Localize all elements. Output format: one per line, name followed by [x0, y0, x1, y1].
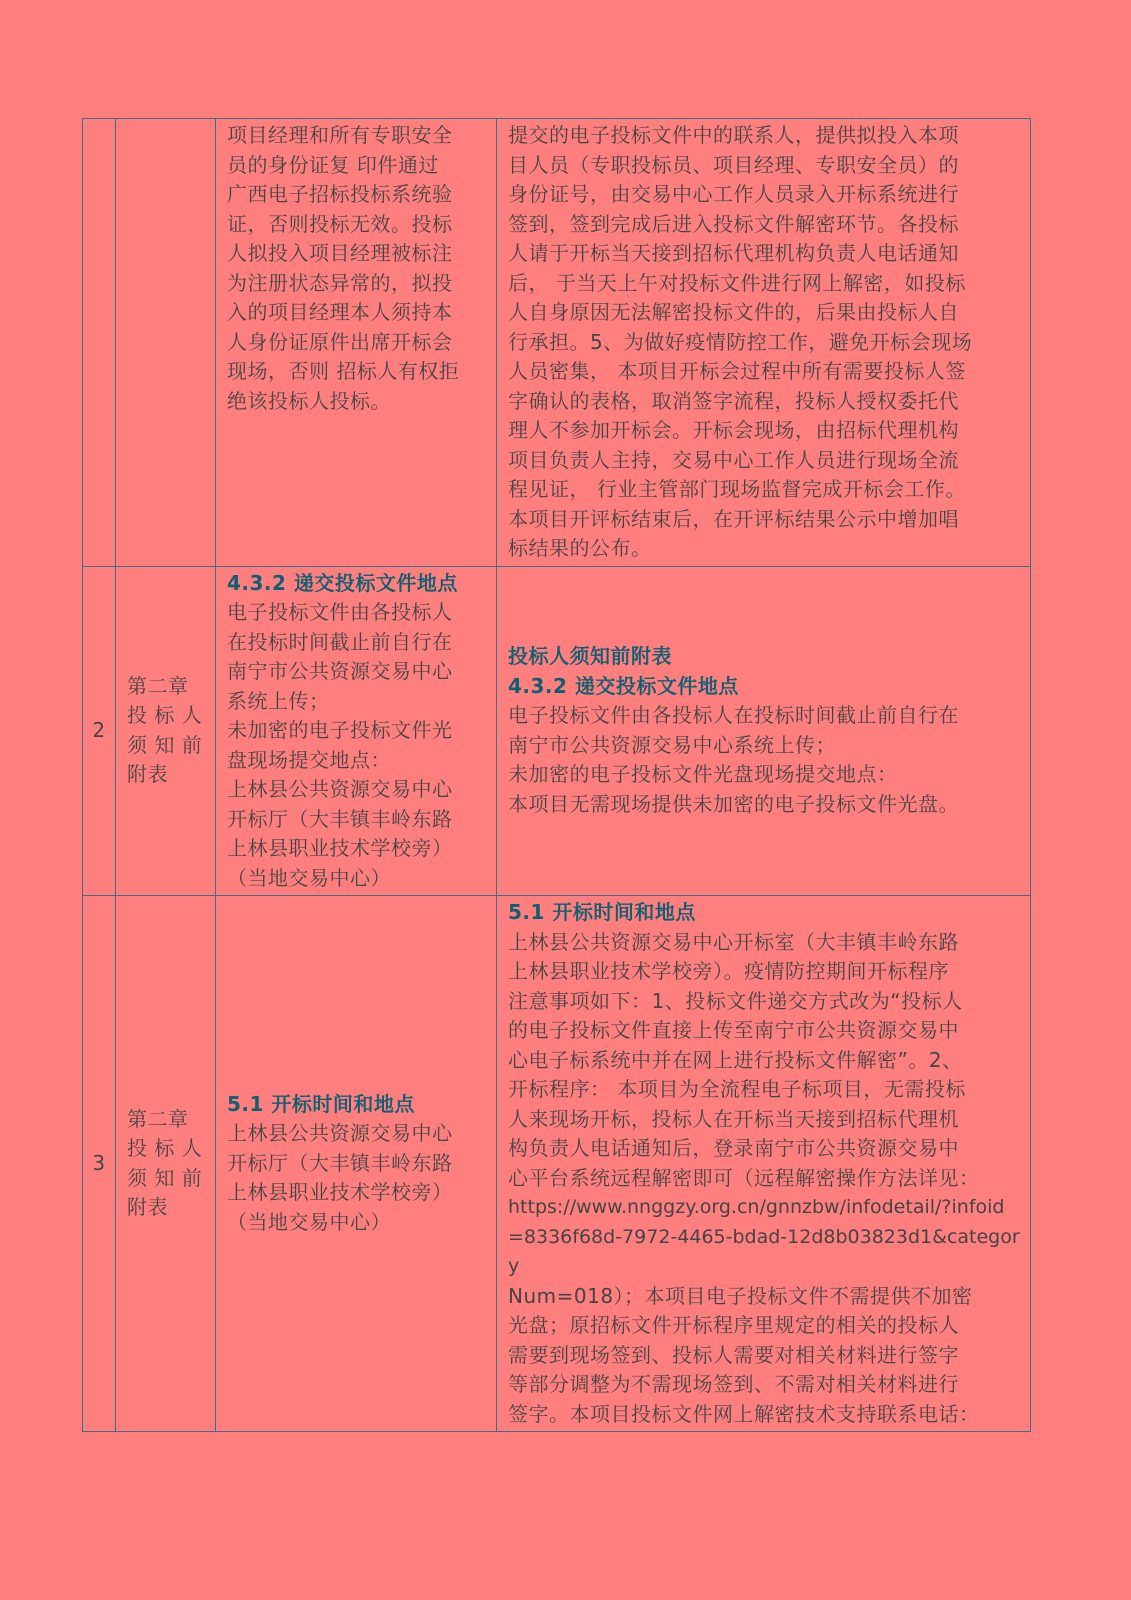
remote-decrypt-link-cont[interactable]: =8336f68d-7972-4465-bdad-12d8b03823d1&category: [508, 1225, 1020, 1277]
original-text-cell: 4.3.2 递交投标文件地点 电子投标文件由各投标人 在投标时间截止前自行在 南宁市公共资源交易中心 系统上传； 未加密的电子投标文件光 盘现场提交地点： 上林县公共资源交易中心 开标厅（大丰镇丰岭东路 上林县职业技术学校旁） （当地交易中心）: [216, 566, 497, 896]
chapter-cell: 第二章 投 标 人 须 知 前 附表: [116, 896, 216, 1432]
chapter-cell: [116, 119, 216, 567]
section-heading: 5.1 开标时间和地点: [227, 1091, 415, 1116]
chapter-cell: 第二章 投 标 人 须 知 前 附表: [116, 566, 216, 896]
row-number-cell: 3: [83, 896, 116, 1432]
original-text-cell: 项目经理和所有专职安全 员的身份证复 印件通过 广西电子招标投标系统验 证，否则投标无效。投标 人拟投入项目经理被标注 为注册状态异常的，拟投 入的项目经理本人须持本 人身份证原件出席开标会 现场，否则 招标人有权拒 绝该投标人投标。: [216, 119, 497, 567]
row-number-cell: [83, 119, 116, 567]
row-number-cell: 2: [83, 566, 116, 896]
revised-text-cell: 投标人须知前附表 4.3.2 递交投标文件地点 电子投标文件由各投标人在投标时间截止前自行在 南宁市公共资源交易中心系统上传； 未加密的电子投标文件光盘现场提交地点： 本项目无需现场提供未加密的电子投标文件光盘。: [497, 566, 1031, 896]
section-heading: 投标人须知前附表: [508, 644, 672, 669]
amendment-table: [82, 118, 1031, 1432]
remote-decrypt-link[interactable]: https://www.nnggzy.org.cn/gnnzbw/infodetail/?infoid: [508, 1196, 1005, 1218]
table-row: [83, 896, 1031, 1432]
section-heading: 5.1 开标时间和地点: [508, 900, 696, 924]
table-row: [83, 566, 1031, 896]
original-text-cell: 5.1 开标时间和地点 上林县公共资源交易中心 开标厅（大丰镇丰岭东路 上林县职业技术学校旁） （当地交易中心）: [216, 896, 497, 1432]
section-heading: 4.3.2 递交投标文件地点: [227, 570, 458, 595]
table-row: [83, 119, 1031, 567]
section-heading: 4.3.2 递交投标文件地点: [508, 673, 739, 698]
revised-text-cell: 提交的电子投标文件中的联系人，提供拟投入本项 目人员（专职投标员、项目经理、专职安全员）的 身份证号，由交易中心工作人员录入开标系统进行 签到，签到完成后进入投标文件解密环节。各投标 人请于开标当天接到招标代理机构负责人电话通知 后， 于当天上午对投标文件进行网上解密，如投标 人自身原因无法解密投标文件的，后果由投标人自 行承担。5、为做好疫情防控工作，避免开标会现场 人员密集， 本项目开标会过程中所有需要投标人签 字确认的表格，取消签字流程，投标人授权委托代 理人不参加开标会。开标会现场，由招标代理机构 项目负责人主持，交易中心工作人员进行现场全流 程见证， 行业主管部门现场监督完成开标会工作。 本项目开评标结束后，在开评标结果公示中增加唱 标结果的公布。: [497, 119, 1031, 567]
revised-text-cell: 5.1 开标时间和地点 上林县公共资源交易中心开标室（大丰镇丰岭东路 上林县职业技术学校旁）。疫情防控期间开标程序 注意事项如下：1、投标文件递交方式改为“投标人 的电子投标文件直接上传至南宁市公共资源交易中 心电子标系统中并在网上进行投标文件解密”。2、 开标程序： 本项目为全流程电子标项目，无需投标 人来现场开标，投标人在开标当天接到招标代理机 构负责人电话通知后，登录南宁市公共资源交易中 心平台系统远程解密即可（远程解密操作方法详见： https://www.nnggzy.org.cn/gnnzbw/infodetail/?infoid =8336f68d-7972-4465-bdad-12d8b03823d1&category Num=018）；本项目电子投标文件不需提供不加密 光盘；原招标文件开标程序里规定的相关的投标人 需要到现场签到、投标人需要对相关材料进行签字 等部分调整为不需现场签到、不需对相关材料进行 签字。本项目投标文件网上解密技术支持联系电话：: [497, 896, 1031, 1432]
